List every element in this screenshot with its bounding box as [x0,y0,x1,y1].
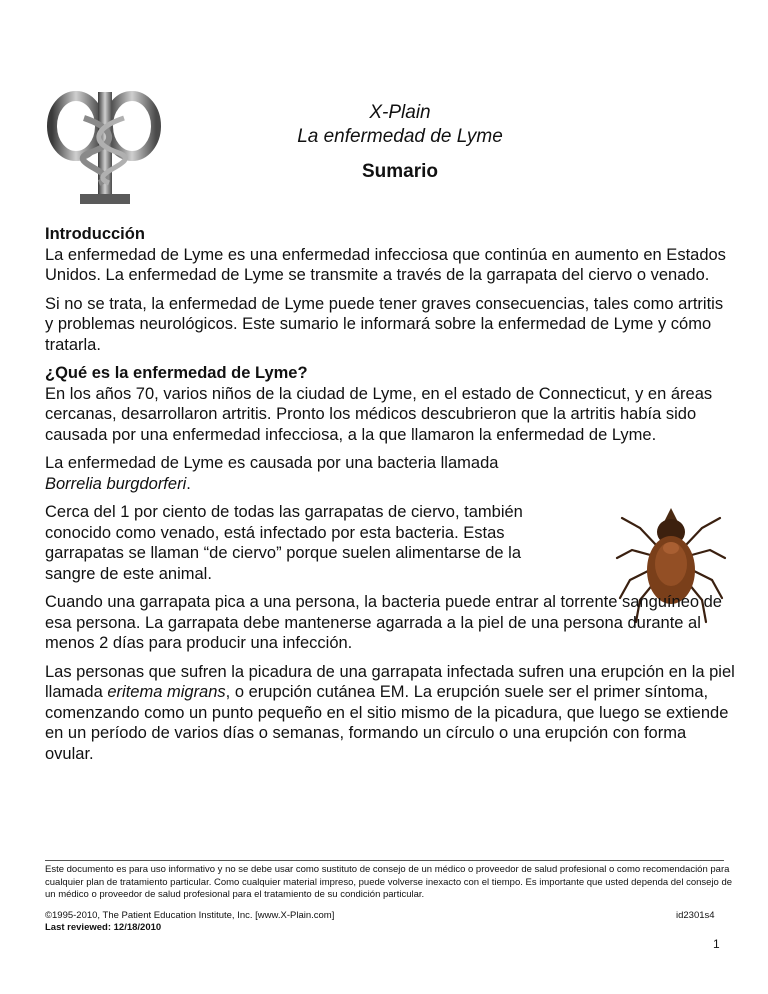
copyright: ©1995-2010, The Patient Education Institute, Inc. [www.X-Plain.com] [45,910,335,921]
what-heading: ¿Qué es la enfermedad de Lyme? [45,364,308,382]
doc-subtitle: Sumario [361,161,439,182]
what-paragraph-2 [45,453,560,494]
what-paragraph-5 [45,662,735,765]
text-span: Las personas que sufren la picadura de una garrapata infectada sufren una erupción en la piel llamada [45,662,735,701]
doc-brand: X-Plain [369,102,431,123]
bacteria-name: Borrelia burgdorferi [45,474,187,493]
intro-paragraph-1: La enfermedad de Lyme es una enfermedad infecciosa que continúa en aumento en Estados Unidos. La enfermedad de Lyme se transmite a través de la garrapata del ciervo o venado. [45,245,726,284]
what-paragraph-1: En los años 70, varios niños de la ciudad de Lyme, en el estado de Connecticut, y en áreas cercanas, desarrollaron artritis. Pronto los médicos descubrieron que la artritis había sido causada por una enfermedad infecciosa, a la que llamaron la enfermedad de Lyme. [45,384,713,444]
text-span: . [186,474,191,493]
footer-divider [45,860,724,861]
rash-name: eritema migrans [107,683,226,701]
summary-body [45,224,735,772]
what-paragraph-4: Cuando una garrapata pica a una persona, la bacteria puede entrar al torrente sanguíneo de esa persona. La garrapata debe mantenerse agarrada a la piel de una persona durante al menos 2 días para producir una infección. [45,593,722,652]
text-span: La enfermedad de Lyme es causada por una bacteria llamada [45,454,499,472]
document-id: id2301s4 [676,910,715,921]
disclaimer: Este documento es para uso informativo y no se debe usar como sustituto de consejo de un médico o proveedor de salud profesional o como recomendación para cualquier plan de tratamiento particular. Como cualquier material impreso, puede volverse inexacto con el tiempo. Es importante que usted dependa del consejo de un médico o proveedor de salud profesional para el tratamiento de su condición particular. [45,864,733,900]
intro-heading: Introducción [45,225,145,243]
intro-paragraph-2: Si no se trata, la enfermedad de Lyme puede tener graves consecuencias, tales como artritis y problemas neurológicos. Este sumario le informará sobre la enfermedad de Lyme y cómo tratarla. [45,294,724,354]
doc-title: La enfermedad de Lyme [297,126,503,147]
what-paragraph-3: Cerca del 1 por ciento de todas las garrapatas de ciervo, también conocido como venado, está infectado por esta bacteria. Estas garrapatas se llaman “de ciervo” porque suelen alimentarse de la sangre de este animal. [45,503,523,583]
text-span: , o erupción cutánea EM. La erupción suele ser el primer síntoma, comenzando como un punto pequeño en el sitio mismo de la picadura, que luego se extiende en un período de varios días o semanas, formando un círculo o una erupción con forma ovular. [45,683,729,763]
page-number: 1 [713,937,720,951]
last-reviewed: Last reviewed: 12/18/2010 [45,922,162,933]
patient-education-logo-icon [44,88,164,208]
